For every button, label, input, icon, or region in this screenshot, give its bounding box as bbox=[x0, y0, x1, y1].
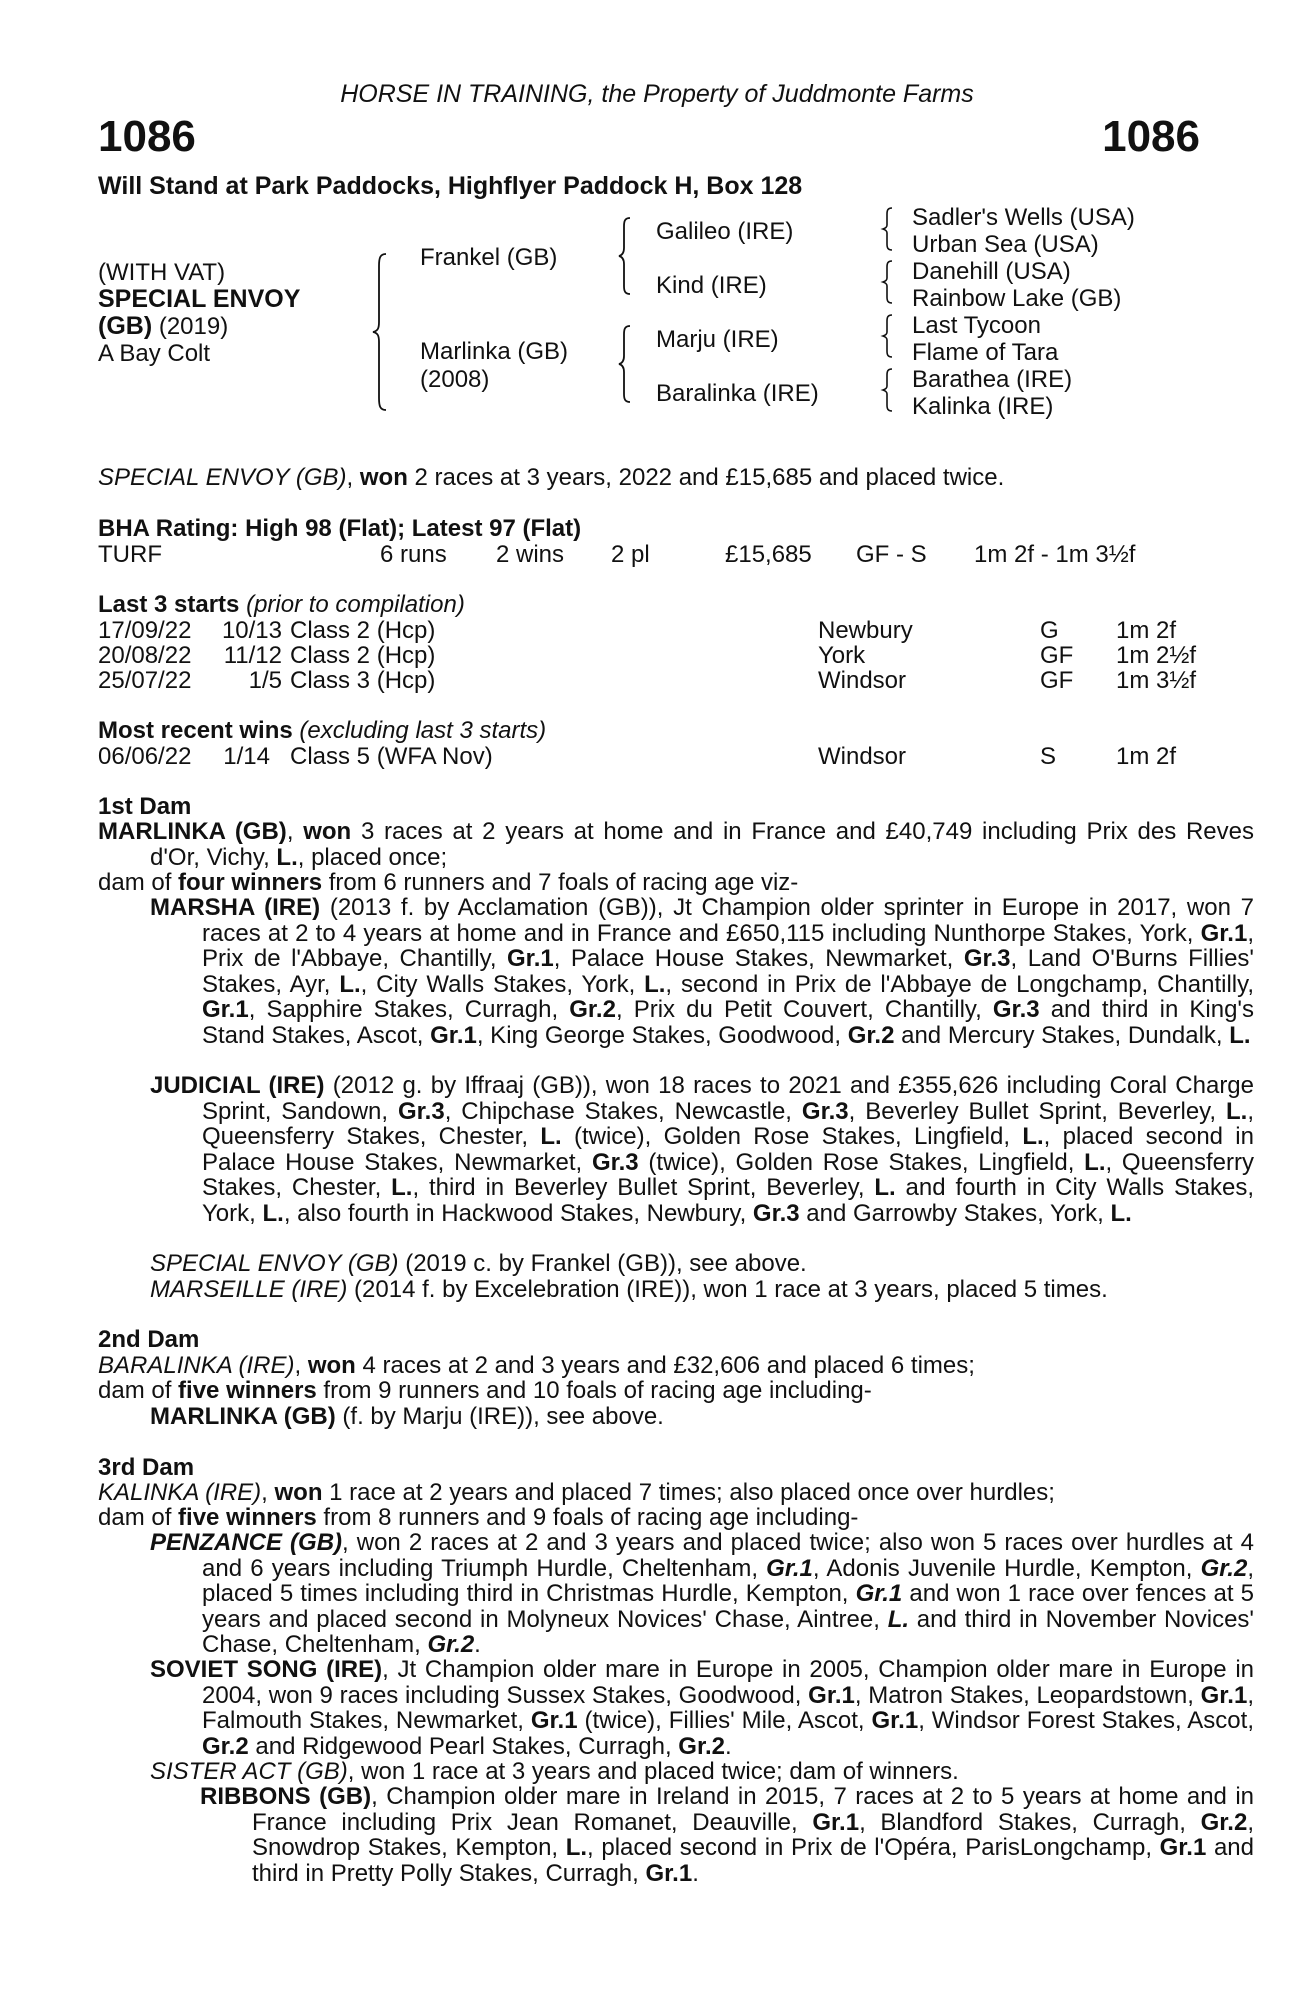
second-dam-produce-summary: dam of five winners from 9 runners and 10 foals of racing age including- bbox=[98, 1377, 872, 1404]
dd-brace bbox=[880, 367, 896, 413]
pedigree-sdd: Rainbow Lake (GB) bbox=[912, 285, 1122, 312]
pedigree-sss: Sadler's Wells (USA) bbox=[912, 204, 1135, 231]
dam-line-brace bbox=[616, 324, 634, 404]
third-dam-record: KALINKA (IRE), won 1 race at 2 years and placed 7 times; also placed once over hurdles; bbox=[98, 1479, 1055, 1506]
horse-identity bbox=[98, 259, 300, 367]
pedigree-dam-sire: Marju (IRE) bbox=[656, 326, 779, 353]
first-dam-heading: 1st Dam bbox=[98, 793, 192, 820]
stand-location: Will Stand at Park Paddocks, Highflyer Paddock H, Box 128 bbox=[98, 172, 803, 200]
pedigree-dam-dam: Baralinka (IRE) bbox=[656, 380, 819, 407]
first-dam-produce-summary: dam of four winners from 6 runners and 7 foals of racing age viz- bbox=[98, 869, 799, 896]
first-dam-record: MARLINKA (GB), won 3 races at 2 years at home and in France and £40,749 including Prix des Reves d'Or, Vichy, L., placed once; bbox=[98, 818, 1255, 871]
bha-rating-heading: BHA Rating: High 98 (Flat); Latest 97 (Flat) bbox=[98, 515, 582, 542]
pedigree-dds: Barathea (IRE) bbox=[912, 366, 1073, 393]
horse-description: A Bay Colt bbox=[98, 340, 211, 367]
third-dam-produce-summary: dam of five winners from 8 runners and 9 foals of racing age including- bbox=[98, 1504, 859, 1531]
third-dam-heading: 3rd Dam bbox=[98, 1454, 195, 1481]
lot-number-left: 1086 bbox=[98, 112, 196, 161]
turf-runs: 6 runs bbox=[380, 541, 447, 568]
turf-distance: 1m 2f - 1m 3½f bbox=[974, 541, 1136, 568]
produce-judicial: JUDICIAL (IRE) (2012 g. by Iffraaj (GB)), won 18 races to 2021 and £355,626 including Coral Charge Sprint, Sandown, Gr.3, Chipchase Stakes, Newcastle, Gr.3, Beverley Bullet Sprint, Beverley, L., Queensferry Stakes, Chester, L. (twice), Golden Rose Stakes, Lingfield, L., placed second in Palace House Stakes, Newmarket, Gr.3 (twice), Golden Rose Stakes, Lingfield, L., Queensferry Stakes, Chester, L., third in Beverley Bullet Sprint, Beverley, L. and fourth in City Walls Stakes, York, L., also fourth in Hackwood Stakes, Newbury, Gr.3 and Garrowby Stakes, York, L. bbox=[150, 1072, 1255, 1227]
lot-number-right: 1086 bbox=[1102, 112, 1200, 161]
pedigree-sire: Frankel (GB) bbox=[420, 244, 558, 271]
produce-special-envoy: SPECIAL ENVOY (GB) (2019 c. by Frankel (GB)), see above. bbox=[150, 1250, 807, 1277]
horse-name: SPECIAL ENVOY bbox=[98, 285, 301, 313]
sire-line-brace bbox=[616, 216, 634, 296]
sd-brace bbox=[880, 259, 896, 305]
ds-brace bbox=[880, 313, 896, 359]
race-summary: SPECIAL ENVOY (GB), won 2 races at 3 years, 2022 and £15,685 and placed twice. bbox=[98, 464, 1005, 491]
last3-heading: Last 3 starts (prior to compilation) bbox=[98, 591, 465, 618]
ss-brace bbox=[880, 206, 896, 252]
produce-penzance: PENZANCE (GB), won 2 races at 2 and 3 years and placed twice; also won 5 races over hurdles at 4 and 6 years including Triumph Hurdle, Cheltenham, Gr.1, Adonis Juvenile Hurdle, Kempton, Gr.2, placed 5 times including third in Christmas Hurdle, Kempton, Gr.1 and won 1 race over fences at 5 years and placed second in Molyneux Novices' Chase, Aintree, L. and third in November Novices' Chase, Cheltenham, Gr.2. bbox=[150, 1529, 1254, 1659]
produce-marseille: MARSEILLE (IRE) (2014 f. by Excelebration (IRE)), won 1 race at 3 years, placed 5 times. bbox=[150, 1276, 1108, 1303]
vat-label: (WITH VAT) bbox=[98, 259, 226, 286]
pedigree-ssd: Urban Sea (USA) bbox=[912, 231, 1099, 258]
pedigree-sire-sire: Galileo (IRE) bbox=[656, 218, 794, 245]
pedigree-dss: Last Tycoon bbox=[912, 312, 1041, 339]
page-header-title: HORSE IN TRAINING, the Property of Juddmonte Farms bbox=[340, 80, 974, 108]
pedigree-dam: Marlinka (GB) bbox=[420, 338, 569, 365]
pedigree-ddd: Kalinka (IRE) bbox=[912, 393, 1054, 420]
recent-wins-heading: Most recent wins (excluding last 3 starts) bbox=[98, 717, 547, 744]
turf-placed: 2 pl bbox=[611, 541, 650, 568]
turf-prize: £15,685 bbox=[725, 541, 812, 568]
pedigree-sds: Danehill (USA) bbox=[912, 258, 1071, 285]
turf-going: GF - S bbox=[856, 541, 927, 568]
produce-sister-act: SISTER ACT (GB), won 1 race at 3 years and placed twice; dam of winners. bbox=[150, 1758, 959, 1785]
second-dam-record: BARALINKA (IRE), won 4 races at 2 and 3 years and £32,606 and placed 6 times; bbox=[98, 1352, 975, 1379]
produce-marsha: MARSHA (IRE) (2013 f. by Acclamation (GB)), Jt Champion older sprinter in Europe in 2017, won 7 races at 2 to 4 years at home and in France and £650,115 including Nunthorpe Stakes, York, Gr.1, Prix de l'Abbaye, Chantilly, Gr.1, Palace House Stakes, Newmarket, Gr.3, Land O'Burns Fillies' Stakes, Ayr, L., City Walls Stakes, York, L., second in Prix de l'Abbaye de Longchamp, Chantilly, Gr.1, Sapphire Stakes, Curragh, Gr.2, Prix du Petit Couvert, Chantilly, Gr.3 and third in King's Stand Stakes, Ascot, Gr.1, King George Stakes, Goodwood, Gr.2 and Mercury Stakes, Dundalk, L. bbox=[150, 894, 1255, 1049]
turf-wins: 2 wins bbox=[496, 541, 565, 568]
turf-surface: TURF bbox=[98, 541, 162, 568]
horse-country-year: (GB) (2019) bbox=[98, 312, 229, 340]
produce-soviet-song: SOVIET SONG (IRE), Jt Champion older mare in Europe in 2005, Champion older mare in Europe in 2004, won 9 races including Sussex Stakes, Goodwood, Gr.1, Matron Stakes, Leopardstown, Gr.1, Falmouth Stakes, Newmarket, Gr.1 (twice), Fillies' Mile, Ascot, Gr.1, Windsor Forest Stakes, Ascot, Gr.2 and Ridgewood Pearl Stakes, Curragh, Gr.2. bbox=[150, 1656, 1254, 1760]
sire-dam-brace bbox=[370, 252, 390, 412]
pedigree-dam-year: (2008) bbox=[420, 366, 490, 393]
pedigree-dsd: Flame of Tara bbox=[912, 339, 1059, 366]
produce-ribbons: RIBBONS (GB), Champion older mare in Ireland in 2015, 7 races at 2 to 5 years at home and in France including Prix Jean Romanet, Deauville, Gr.1, Blandford Stakes, Curragh, Gr.2, Snowdrop Stakes, Kempton, L., placed second in Prix de l'Opéra, ParisLongchamp, Gr.1 and third in Pretty Polly Stakes, Curragh, Gr.1. bbox=[200, 1783, 1255, 1887]
pedigree-sire-dam: Kind (IRE) bbox=[656, 272, 767, 299]
second-dam-heading: 2nd Dam bbox=[98, 1326, 200, 1353]
produce-marlinka: MARLINKA (GB) (f. by Marju (IRE)), see above. bbox=[150, 1403, 664, 1430]
